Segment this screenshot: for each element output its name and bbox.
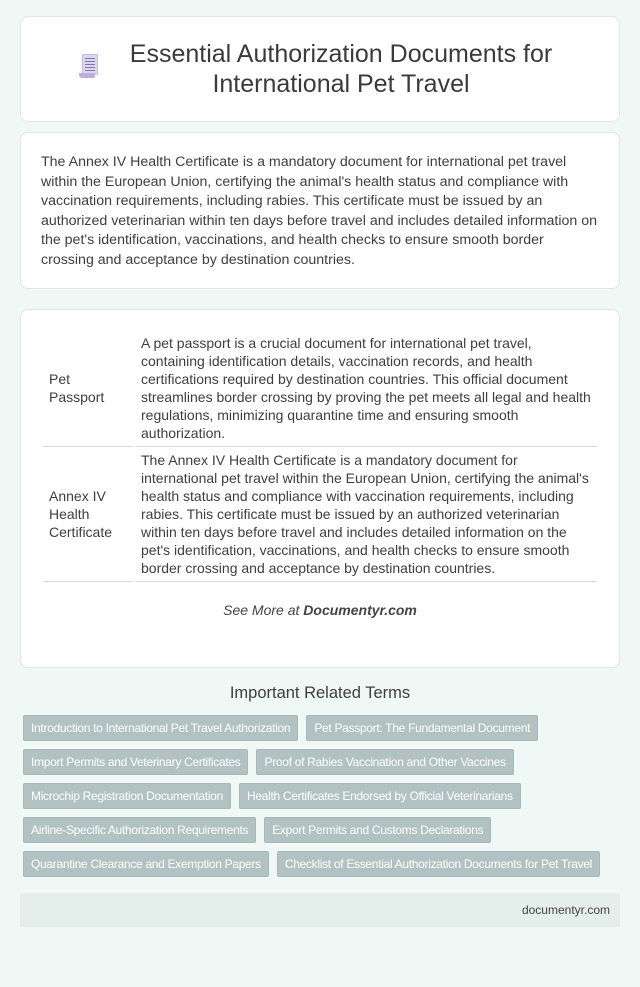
icon-line (85, 70, 95, 71)
table-row (43, 330, 597, 447)
term-cell: Pet Passport (43, 330, 133, 447)
related-term-tag[interactable]: Microchip Registration Documentation (23, 783, 231, 809)
summary-text: The Annex IV Health Certificate is a mandatory document for international pet travel within the European Union, certifying the animal's health status and compliance with vaccination requirements, including rabies. This certificate must be issued by an authorized veterinarian within ten days before travel and includes detailed information on the pet's identification, vaccinations, and health checks to ensure smooth border crossing and acceptance by destination countries. (41, 154, 598, 268)
table-row (43, 447, 597, 582)
related-terms-section (20, 684, 620, 877)
related-terms-tags (20, 715, 620, 877)
page-title: Essential Authorization Documents for International Pet Travel (129, 40, 553, 98)
see-more-site[interactable]: Documentyr.com (303, 602, 417, 618)
document-scroll-icon (79, 54, 99, 78)
footer-site-link[interactable]: documentyr.com (521, 903, 610, 917)
definitions-table (41, 330, 599, 582)
icon-curl (79, 73, 95, 78)
related-term-tag[interactable]: Pet Passport: The Fundamental Document (306, 715, 538, 741)
term-cell: Annex IV Health Certificate (43, 447, 133, 582)
header-card (20, 16, 620, 122)
icon-line (85, 64, 95, 65)
icon-line (85, 61, 95, 62)
related-term-tag[interactable]: Health Certificates Endorsed by Official Veterinarians (239, 783, 521, 809)
related-term-tag[interactable]: Introduction to International Pet Travel Authorization (23, 715, 298, 741)
see-more-prefix: See More at (223, 602, 304, 618)
related-term-tag[interactable]: Import Permits and Veterinary Certificates (23, 749, 248, 775)
related-term-tag[interactable]: Quarantine Clearance and Exemption Papers (23, 851, 269, 877)
related-terms-title: Important Related Terms (229, 684, 411, 702)
related-term-tag[interactable]: Proof of Rabies Vaccination and Other Vaccines (256, 749, 513, 775)
summary-card (20, 132, 620, 289)
see-more-link[interactable] (41, 602, 599, 618)
description-cell: The Annex IV Health Certificate is a mandatory document for international pet travel within the European Union, certifying the animal's health status and compliance with vaccination requirements, including rabies. This certificate must be issued by an authorized veterinarian within ten days before travel and includes detailed information on the pet's identification, vaccinations, and health checks to ensure smooth border crossing and acceptance by destination countries. (135, 447, 597, 582)
title-wrap (79, 39, 561, 99)
related-term-tag[interactable]: Checklist of Essential Authorization Documents for Pet Travel (277, 851, 600, 877)
footer-bar (20, 893, 620, 927)
related-term-tag[interactable]: Export Permits and Customs Declarations (264, 817, 491, 843)
definitions-card (20, 309, 620, 668)
description-cell: A pet passport is a crucial document for international pet travel, containing identification details, vaccination records, and health certifications required by destination countries. This official document streamlines border crossing by proving the pet meets all legal and health regulations, minimizing quarantine time and ensuring smooth authorization. (135, 330, 597, 447)
related-term-tag[interactable]: Airline-Specific Authorization Requirements (23, 817, 256, 843)
icon-line (85, 67, 95, 68)
icon-line (85, 58, 95, 59)
